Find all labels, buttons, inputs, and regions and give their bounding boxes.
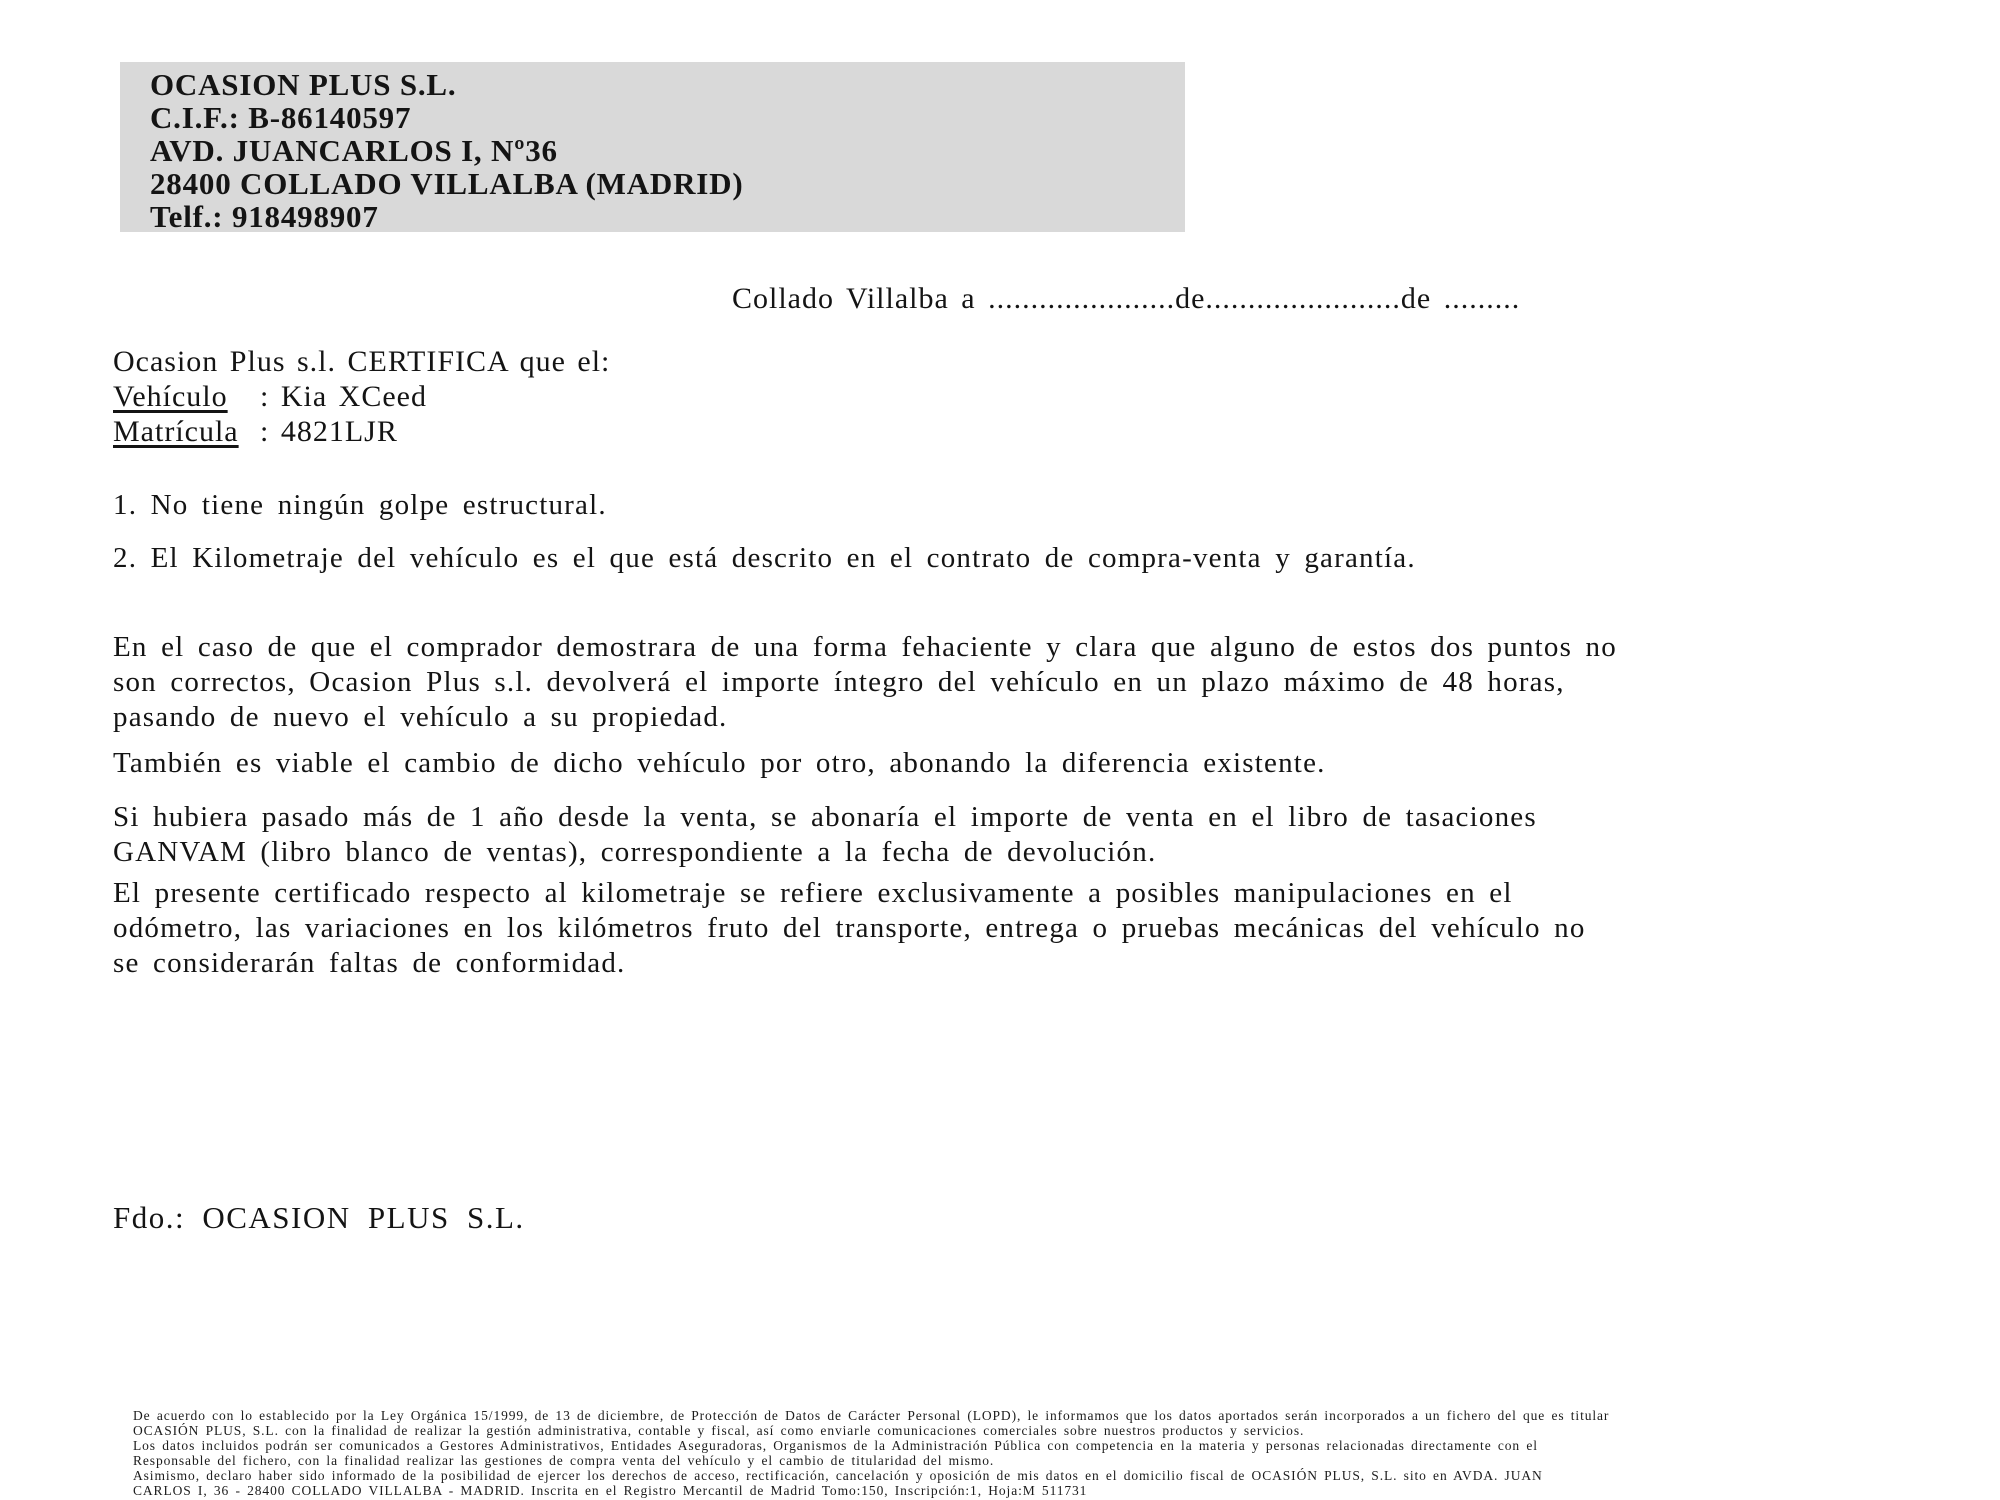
company-name: OCASION PLUS S.L. [150, 67, 457, 102]
vehicle-label: Vehículo [113, 380, 228, 413]
company-cif: C.I.F.: B-86140597 [150, 100, 412, 135]
paragraph-odometer [113, 876, 1586, 981]
paragraph-line: También es viable el cambio de dicho vehículo por otro, abonando la diferencia existente. [113, 747, 1326, 779]
legal-line: De acuerdo con lo establecido por la Ley Orgánica 15/1999, de 13 de diciembre, de Protección de Datos de Carácter Personal (LOPD), le informamos que los datos aportados serán incorporados a un fichero del que es titular [133, 1408, 1610, 1423]
paragraph-line: GANVAM (libro blanco de ventas), correspondiente a la fecha de devolución. [113, 836, 1157, 868]
paragraph-line: se considerarán faltas de conformidad. [113, 947, 626, 979]
legal-line: OCASIÓN PLUS, S.L. con la finalidad de realizar la gestión administrativa, contable y fiscal, así como enviarle comunicaciones comerciales sobre nuestros productos y servicios. [133, 1423, 1305, 1438]
vehicle-row [113, 379, 610, 414]
paragraph-line: En el caso de que el comprador demostrara de una forma fehaciente y clara que alguno de estos dos puntos no [113, 631, 1617, 663]
company-phone: Telf.: 918498907 [150, 199, 379, 234]
legal-notice [133, 1408, 1609, 1498]
company-address: AVD. JUANCARLOS I, Nº36 [150, 133, 558, 168]
legal-line: Asimismo, declaro haber sido informado de la posibilidad de ejercer los derechos de acceso, rectificación, cancelación y oposición de mis datos en el domicilio fiscal de OCASIÓN PLUS, S.L. sito en AVDA. JUAN [133, 1468, 1543, 1483]
legal-line: Responsable del fichero, con la finalidad realizar las gestiones de compra venta del vehículo y el cambio de titularidad del mismo. [133, 1453, 995, 1468]
legal-line: Los datos incluidos podrán ser comunicados a Gestores Administrativos, Entidades Aseguradoras, Organismos de la Administración Pública con competencia en la materia y personas relacionadas directamente con el [133, 1438, 1538, 1453]
company-header-box [120, 62, 1185, 232]
paragraph-line: pasando de nuevo el vehículo a su propiedad. [113, 701, 728, 733]
vehicle-value: : Kia XCeed [260, 380, 427, 413]
legal-line: CARLOS I, 36 - 28400 COLLADO VILLALBA - MADRID. Inscrita en el Registro Mercantil de Madrid Tomo:150, Inscripción:1, Hoja:M 511731 [133, 1483, 1088, 1498]
paragraph-line: Si hubiera pasado más de 1 año desde la venta, se abonaría el importe de venta en el libro de tasaciones [113, 801, 1537, 833]
company-city: 28400 COLLADO VILLALBA (MADRID) [150, 166, 744, 201]
paragraph-refund [113, 630, 1617, 735]
point-1: 1. No tiene ningún golpe estructural. [113, 489, 607, 521]
plate-value: : 4821LJR [260, 415, 398, 448]
paragraph-ganvam [113, 800, 1537, 870]
paragraph-line: odómetro, las variaciones en los kilómetros fruto del transporte, entrega o pruebas mecánicas del vehículo no [113, 912, 1586, 944]
paragraph-line: El presente certificado respecto al kilometraje se refiere exclusivamente a posibles manipulaciones en el [113, 877, 1513, 909]
plate-row [113, 414, 610, 449]
plate-label: Matrícula [113, 415, 239, 448]
paragraph-exchange [113, 746, 1326, 781]
certificate-intro: Ocasion Plus s.l. CERTIFICA que el: [113, 345, 611, 378]
certificate-block [113, 344, 610, 449]
signature-line: Fdo.: OCASION PLUS S.L. [113, 1200, 525, 1235]
date-line: Collado Villalba a ......................de.......................de ......... [732, 282, 1521, 315]
point-2: 2. El Kilometraje del vehículo es el que está descrito en el contrato de compra-venta y garantía. [113, 542, 1416, 574]
paragraph-line: son correctos, Ocasion Plus s.l. devolverá el importe íntegro del vehículo en un plazo máximo de 48 horas, [113, 666, 1565, 698]
